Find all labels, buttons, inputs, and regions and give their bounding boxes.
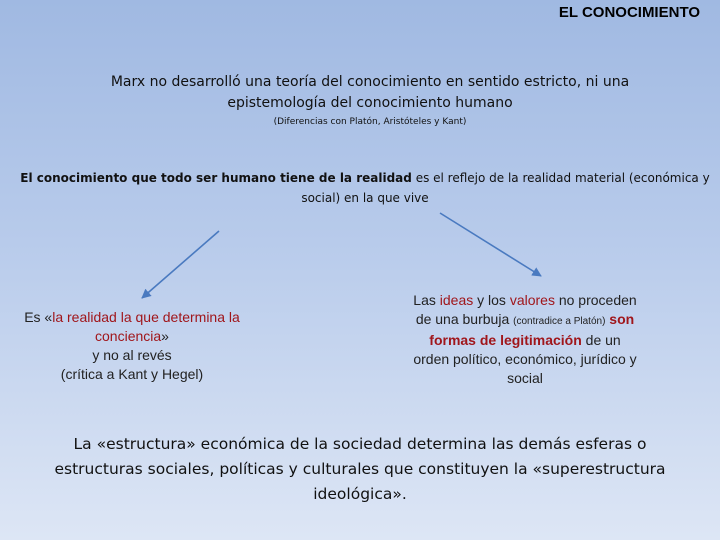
right-t3: no proceden de una burbuja bbox=[415, 292, 637, 327]
marx-statement: Marx no desarrolló una teoría del conocimiento en sentido estricto, ni una epistemología del conocimiento humano bbox=[110, 74, 630, 111]
premise-bold: El conocimiento que todo ser humano tiene de la realidad bbox=[20, 171, 412, 185]
right-son-formas: son formas de legitimación bbox=[429, 311, 635, 348]
left-highlight: la realidad la que determina la conciencia bbox=[52, 309, 240, 344]
right-ideas: ideas bbox=[439, 292, 474, 308]
premise-rest: es el reflejo de la realidad material (económica y social) en la que vive bbox=[301, 171, 710, 205]
differences-note: (Diferencias con Platón, Aristóteles y Kant) bbox=[273, 117, 467, 127]
right-t2: y los bbox=[473, 292, 510, 308]
left-suffix: » bbox=[161, 328, 169, 344]
slide-title: EL CONOCIMIENTO bbox=[558, 4, 700, 21]
arrow-right bbox=[440, 213, 541, 276]
left-prefix: Es « bbox=[24, 309, 53, 325]
left-line4: (crítica a Kant y Hegel) bbox=[60, 366, 204, 382]
right-branch-text bbox=[410, 291, 640, 388]
left-branch-text bbox=[22, 308, 242, 384]
right-valores: valores bbox=[509, 292, 555, 308]
conclusion-text: La «estructura» económica de la sociedad determina las demás esferas o estructuras sociales, políticas y culturales que constituyen la «superestructura ideológica». bbox=[54, 435, 666, 503]
arrow-left bbox=[142, 231, 219, 298]
right-note: (contradice a Platón) bbox=[513, 316, 606, 327]
right-t5: de un orden político, económico, jurídico y social bbox=[413, 332, 637, 386]
right-t1: Las bbox=[413, 292, 440, 308]
left-line3: y no al revés bbox=[92, 347, 172, 363]
